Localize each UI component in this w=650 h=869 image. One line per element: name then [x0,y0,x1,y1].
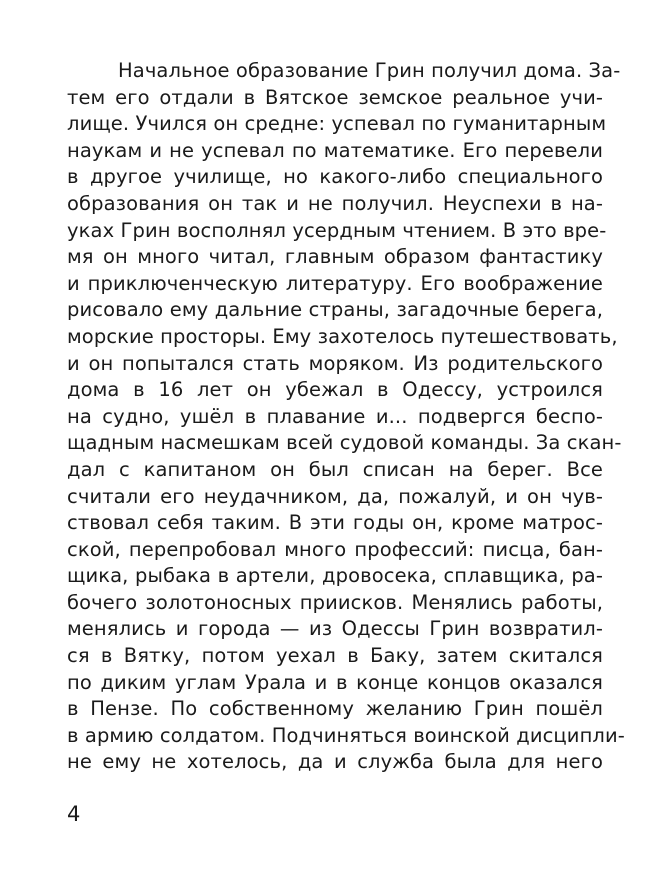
text-line: и он попытался стать моряком. Из родительского [67,351,603,375]
text-line: лище. Учился он средне: успевал по гуманитарным [67,112,607,136]
text-line: щадным насмешкам всей судовой команды. За скан- [67,431,622,455]
text-line: по диким углам Урала и в конце концов оказался [67,670,603,694]
text-line: не ему не хотелось, да и служба была для него [67,750,603,774]
text-line: уках Грин восполнял усердным чтением. В это вре- [67,218,607,242]
text-line: менялись и города — из Одессы Грин возвратил- [67,617,603,641]
text-line: бочего золотоносных приисков. Менялись работы, [67,590,603,614]
text-line: наукам и не успевал по математике. Его перевели [67,138,603,162]
text-line: в другое училище, но какого-либо специального [67,165,603,189]
text-line: щика, рыбака в артели, дровосека, сплавщика, ра- [67,564,603,588]
page-number: 4 [67,802,81,826]
text-line: ствовал себя таким. В эти годы он, кроме матрос- [67,511,603,535]
text-line: дома в 16 лет он убежал в Одессу, устроился [67,378,603,402]
text-line: и приключенческую литературу. Его воображение [67,271,603,295]
text-line: на судно, ушёл в плавание и... подвергся беспо- [67,404,603,428]
text-line: Начальное образование Грин получил дома. За- [118,59,621,82]
body-paragraph [67,58,625,776]
text-line: морские просторы. Ему захотелось путешествовать, [67,324,618,348]
text-line: тем его отдали в Вятское земское реальное учи- [67,85,603,109]
text-line: считали его неудачником, да, пожалуй, и он чув- [67,484,603,508]
text-line: ся в Вятку, потом уехал в Баку, затем скитался [67,644,603,668]
text-line: ской, перепробовал много профессий: писца, бан- [67,537,603,561]
text-line: рисовало ему дальние страны, загадочные берега, [67,298,603,322]
text-line: дал с капитаном он был списан на берег. Все [67,457,603,481]
text-line: образования он так и не получил. Неуспехи в на- [67,191,603,215]
text-line: в Пензе. По собственному желанию Грин пошёл [67,697,603,721]
text-line: в армию солдатом. Подчиняться воинской дисципли- [67,723,625,747]
text-line: мя он много читал, главным образом фантастику [67,245,603,269]
